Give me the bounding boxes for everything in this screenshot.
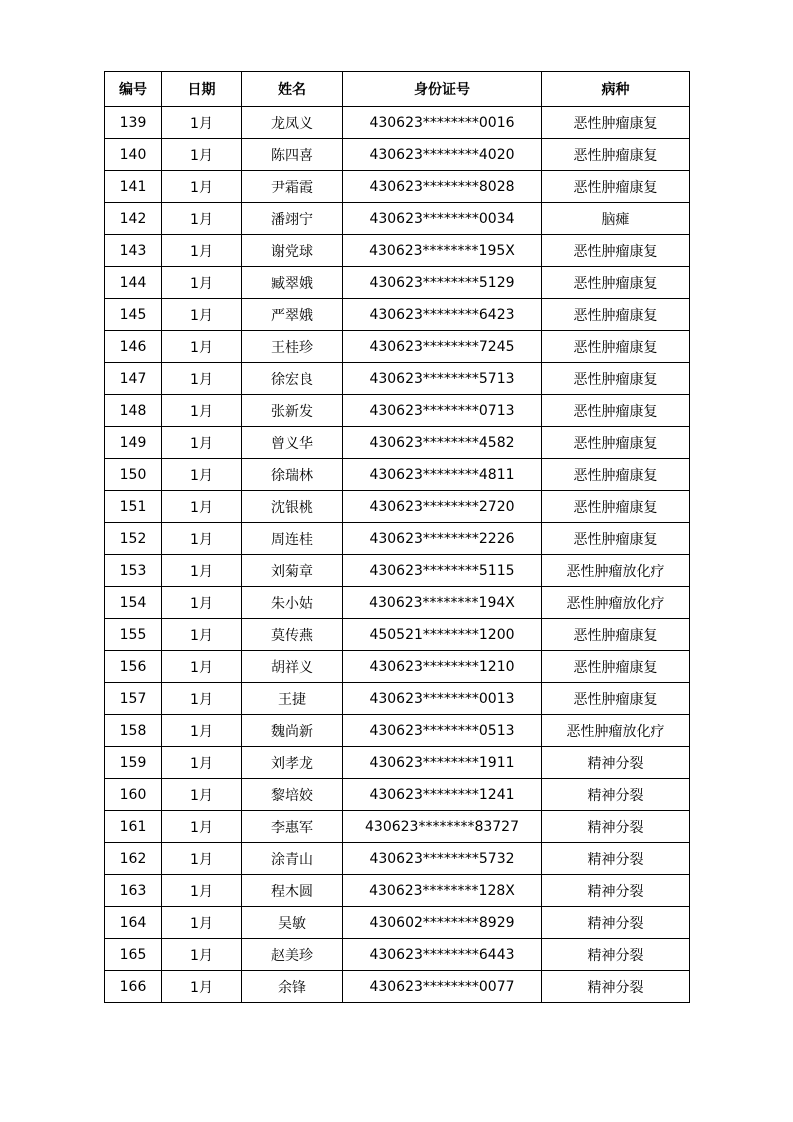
cell-no: 157 [105,683,162,715]
cell-id: 430623********7245 [343,331,542,363]
cell-id: 430623********194X [343,587,542,619]
cell-id: 430623********195X [343,235,542,267]
cell-name: 莫传燕 [242,619,343,651]
cell-date: 1月 [162,491,242,523]
cell-id: 430623********83727 [343,811,542,843]
cell-disease: 恶性肿瘤康复 [542,459,690,491]
cell-name: 周连桂 [242,523,343,555]
records-table [104,71,690,1003]
cell-disease: 精神分裂 [542,939,690,971]
header-name: 姓名 [242,72,343,107]
cell-no: 164 [105,907,162,939]
cell-no: 144 [105,267,162,299]
cell-name: 徐瑞林 [242,459,343,491]
cell-disease: 恶性肿瘤康复 [542,651,690,683]
table-row [105,555,690,587]
cell-no: 149 [105,427,162,459]
cell-disease: 恶性肿瘤康复 [542,171,690,203]
cell-disease: 恶性肿瘤康复 [542,363,690,395]
cell-date: 1月 [162,715,242,747]
cell-disease: 精神分裂 [542,907,690,939]
cell-name: 刘孝龙 [242,747,343,779]
cell-no: 139 [105,107,162,139]
table-row [105,683,690,715]
cell-date: 1月 [162,139,242,171]
cell-no: 152 [105,523,162,555]
cell-id: 430623********0713 [343,395,542,427]
cell-date: 1月 [162,683,242,715]
cell-name: 余锋 [242,971,343,1003]
table-row [105,587,690,619]
cell-disease: 恶性肿瘤康复 [542,491,690,523]
cell-disease: 恶性肿瘤康复 [542,619,690,651]
cell-name: 尹霜霞 [242,171,343,203]
cell-date: 1月 [162,235,242,267]
cell-disease: 恶性肿瘤康复 [542,299,690,331]
cell-name: 徐宏良 [242,363,343,395]
table-row [105,491,690,523]
cell-date: 1月 [162,843,242,875]
cell-id: 430623********1911 [343,747,542,779]
cell-date: 1月 [162,875,242,907]
cell-name: 臧翠娥 [242,267,343,299]
cell-name: 张新发 [242,395,343,427]
header-no: 编号 [105,72,162,107]
cell-disease: 精神分裂 [542,779,690,811]
cell-disease: 精神分裂 [542,971,690,1003]
cell-id: 430623********0013 [343,683,542,715]
table-row [105,427,690,459]
table-row [105,395,690,427]
cell-name: 黎培姣 [242,779,343,811]
table-row [105,843,690,875]
cell-name: 朱小姑 [242,587,343,619]
cell-disease: 恶性肿瘤康复 [542,107,690,139]
cell-name: 陈四喜 [242,139,343,171]
table-row [105,779,690,811]
header-id: 身份证号 [343,72,542,107]
cell-date: 1月 [162,779,242,811]
header-disease: 病种 [542,72,690,107]
cell-disease: 恶性肿瘤康复 [542,395,690,427]
table-row [105,235,690,267]
cell-name: 潘翊宁 [242,203,343,235]
cell-no: 156 [105,651,162,683]
cell-no: 154 [105,587,162,619]
cell-id: 430623********8028 [343,171,542,203]
cell-date: 1月 [162,651,242,683]
cell-id: 430623********4811 [343,459,542,491]
cell-no: 161 [105,811,162,843]
cell-no: 159 [105,747,162,779]
cell-date: 1月 [162,971,242,1003]
cell-no: 143 [105,235,162,267]
cell-no: 141 [105,171,162,203]
cell-disease: 精神分裂 [542,747,690,779]
cell-name: 谢党球 [242,235,343,267]
cell-disease: 恶性肿瘤康复 [542,267,690,299]
cell-name: 程木圆 [242,875,343,907]
cell-id: 430623********1241 [343,779,542,811]
cell-id: 430623********4020 [343,139,542,171]
cell-no: 162 [105,843,162,875]
cell-name: 李惠军 [242,811,343,843]
table-row [105,459,690,491]
cell-id: 430623********4582 [343,427,542,459]
cell-date: 1月 [162,619,242,651]
cell-no: 151 [105,491,162,523]
cell-name: 魏尚新 [242,715,343,747]
table-row [105,875,690,907]
cell-name: 吴敏 [242,907,343,939]
cell-disease: 精神分裂 [542,843,690,875]
cell-date: 1月 [162,811,242,843]
cell-no: 153 [105,555,162,587]
cell-name: 曾义华 [242,427,343,459]
cell-id: 430623********6423 [343,299,542,331]
cell-no: 158 [105,715,162,747]
cell-name: 王桂珍 [242,331,343,363]
cell-date: 1月 [162,299,242,331]
cell-date: 1月 [162,427,242,459]
cell-date: 1月 [162,203,242,235]
cell-name: 严翠娥 [242,299,343,331]
cell-id: 430623********0034 [343,203,542,235]
cell-date: 1月 [162,363,242,395]
cell-disease: 恶性肿瘤康复 [542,427,690,459]
cell-date: 1月 [162,267,242,299]
cell-id: 430623********5129 [343,267,542,299]
cell-date: 1月 [162,459,242,491]
cell-id: 430623********6443 [343,939,542,971]
cell-date: 1月 [162,939,242,971]
cell-no: 150 [105,459,162,491]
header-date: 日期 [162,72,242,107]
cell-disease: 精神分裂 [542,811,690,843]
cell-name: 刘菊章 [242,555,343,587]
table-row [105,747,690,779]
table-row [105,619,690,651]
cell-disease: 恶性肿瘤放化疗 [542,587,690,619]
cell-id: 450521********1200 [343,619,542,651]
cell-no: 145 [105,299,162,331]
table-row [105,331,690,363]
cell-disease: 恶性肿瘤放化疗 [542,715,690,747]
cell-name: 沈银桃 [242,491,343,523]
table-row [105,971,690,1003]
cell-id: 430623********5732 [343,843,542,875]
cell-id: 430623********0016 [343,107,542,139]
cell-disease: 恶性肿瘤康复 [542,331,690,363]
table-row [105,171,690,203]
cell-disease: 恶性肿瘤放化疗 [542,555,690,587]
table-row [105,363,690,395]
cell-no: 140 [105,139,162,171]
cell-disease: 恶性肿瘤康复 [542,235,690,267]
cell-date: 1月 [162,555,242,587]
cell-name: 王捷 [242,683,343,715]
header-row [105,72,690,107]
table-row [105,139,690,171]
cell-no: 166 [105,971,162,1003]
table-row [105,267,690,299]
table-header [105,72,690,107]
table-body [105,107,690,1003]
cell-id: 430623********0077 [343,971,542,1003]
cell-id: 430623********2720 [343,491,542,523]
table-row [105,523,690,555]
table-row [105,203,690,235]
cell-name: 涂青山 [242,843,343,875]
cell-no: 165 [105,939,162,971]
cell-date: 1月 [162,523,242,555]
cell-date: 1月 [162,331,242,363]
cell-disease: 脑瘫 [542,203,690,235]
table-row [105,811,690,843]
cell-id: 430623********1210 [343,651,542,683]
cell-no: 142 [105,203,162,235]
cell-no: 147 [105,363,162,395]
cell-id: 430623********2226 [343,523,542,555]
table-row [105,907,690,939]
cell-no: 163 [105,875,162,907]
cell-disease: 恶性肿瘤康复 [542,139,690,171]
table-row [105,939,690,971]
cell-no: 148 [105,395,162,427]
table-row [105,107,690,139]
table-row [105,651,690,683]
cell-disease: 恶性肿瘤康复 [542,683,690,715]
cell-id: 430623********5115 [343,555,542,587]
cell-name: 龙凤义 [242,107,343,139]
cell-disease: 精神分裂 [542,875,690,907]
cell-date: 1月 [162,587,242,619]
cell-id: 430602********8929 [343,907,542,939]
cell-date: 1月 [162,907,242,939]
table-row [105,715,690,747]
cell-no: 155 [105,619,162,651]
cell-no: 146 [105,331,162,363]
cell-date: 1月 [162,395,242,427]
cell-id: 430623********128X [343,875,542,907]
cell-date: 1月 [162,107,242,139]
cell-disease: 恶性肿瘤康复 [542,523,690,555]
cell-date: 1月 [162,171,242,203]
cell-date: 1月 [162,747,242,779]
cell-name: 胡祥义 [242,651,343,683]
cell-no: 160 [105,779,162,811]
cell-id: 430623********5713 [343,363,542,395]
table-row [105,299,690,331]
cell-id: 430623********0513 [343,715,542,747]
cell-name: 赵美珍 [242,939,343,971]
